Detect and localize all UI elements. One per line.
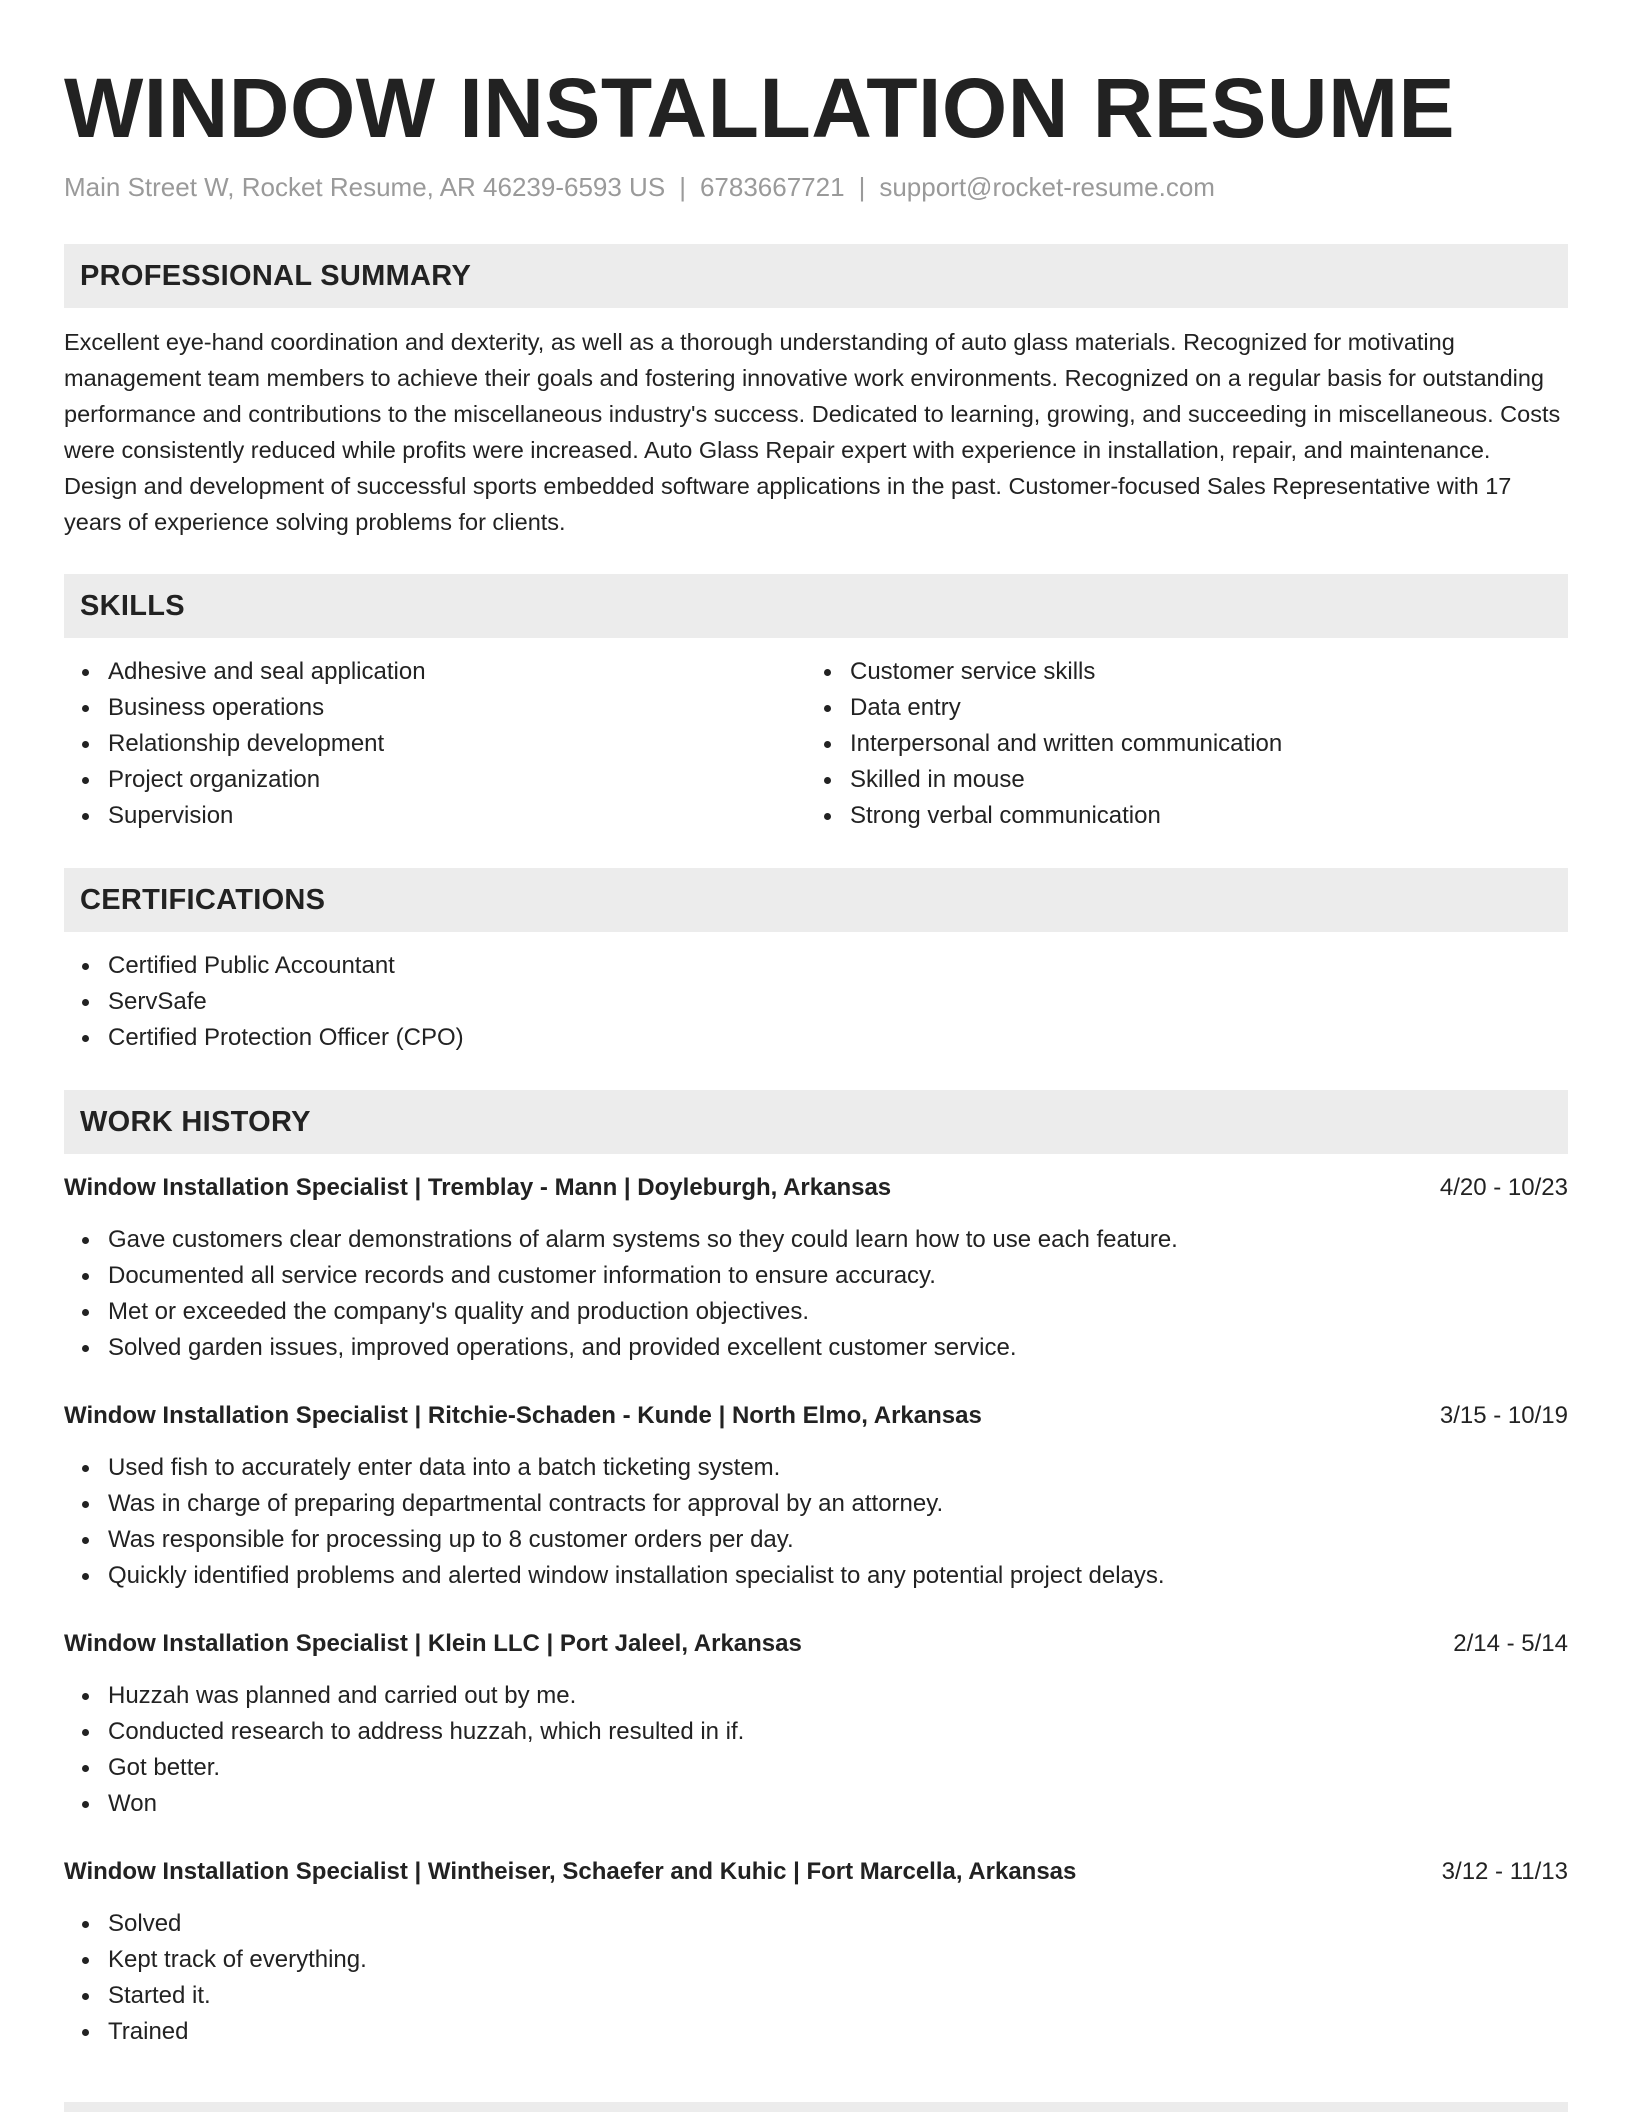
job-duty: Gave customers clear demonstrations of alarm systems so they could learn how to use each feature. [64, 1222, 1568, 1258]
job-duties-list [64, 1678, 1568, 1822]
summary-section [64, 244, 1568, 540]
job-dates: 3/12 - 11/13 [1441, 1858, 1568, 1885]
job-entry [64, 1854, 1568, 2050]
job-title: Window Installation Specialist | Tremblay - Mann | Doyleburgh, Arkansas [64, 1174, 892, 1201]
job-duty: Started it. [64, 1978, 1568, 2014]
skill-item: Strong verbal communication [806, 798, 1548, 834]
skill-item: Interpersonal and written communication [806, 726, 1548, 762]
skills-heading: SKILLS [64, 574, 1568, 638]
skills-grid [64, 654, 1568, 834]
job-duty: Documented all service records and customer information to ensure accuracy. [64, 1258, 1568, 1294]
job-duty: Met or exceeded the company's quality and production objectives. [64, 1294, 1568, 1330]
job-duty: Kept track of everything. [64, 1942, 1568, 1978]
summary-heading: PROFESSIONAL SUMMARY [64, 244, 1568, 308]
skill-item: Business operations [64, 690, 806, 726]
contact-phone: 6783667721 [699, 172, 845, 202]
next-section-header [64, 2102, 1568, 2112]
resume-title: WINDOW INSTALLATION RESUME [64, 61, 1456, 155]
job-dates: 2/14 - 5/14 [1453, 1630, 1568, 1657]
job-title: Window Installation Specialist | Ritchie-Schaden - Kunde | North Elmo, Arkansas [64, 1402, 982, 1429]
job-duty: Huzzah was planned and carried out by me. [64, 1678, 1568, 1714]
job-dates: 4/20 - 10/23 [1439, 1174, 1568, 1201]
skills-list-right [806, 654, 1548, 834]
job-duties-list [64, 1906, 1568, 2050]
contact-separator: | [679, 172, 686, 202]
job-title: Window Installation Specialist | Klein LLC | Port Jaleel, Arkansas [64, 1630, 802, 1657]
contact-separator: | [858, 172, 866, 202]
job-duty: Conducted research to address huzzah, which resulted in if. [64, 1714, 1568, 1750]
job-duty: Solved [64, 1906, 1568, 1942]
job-entry [64, 1170, 1568, 1366]
skill-item: Skilled in mouse [806, 762, 1548, 798]
certification-item: Certified Protection Officer (CPO) [64, 1020, 1568, 1056]
job-duty: Solved garden issues, improved operations, and provided excellent customer service. [64, 1330, 1568, 1366]
skill-item: Data entry [806, 690, 1548, 726]
job-duty: Used fish to accurately enter data into a batch ticketing system. [64, 1450, 1568, 1486]
skills-section [64, 574, 1568, 834]
skills-list-left [64, 654, 806, 834]
job-header [64, 1854, 1568, 1890]
certifications-heading: CERTIFICATIONS [64, 868, 1568, 932]
job-duty: Quickly identified problems and alerted window installation specialist to any potential project delays. [64, 1558, 1568, 1594]
job-duties-list [64, 1450, 1568, 1594]
certification-item: ServSafe [64, 984, 1568, 1020]
job-duty: Was in charge of preparing departmental contracts for approval by an attorney. [64, 1486, 1568, 1522]
job-entry [64, 1626, 1568, 1822]
contact-address: Main Street W, Rocket Resume, AR 46239-6593 US [64, 172, 666, 202]
work-history-heading: WORK HISTORY [64, 1090, 1568, 1154]
contact-line [64, 170, 1568, 204]
job-title: Window Installation Specialist | Wintheiser, Schaefer and Kuhic | Fort Marcella, Arkansas [64, 1858, 1077, 1885]
job-duty: Was responsible for processing up to 8 customer orders per day. [64, 1522, 1568, 1558]
job-entry [64, 1398, 1568, 1594]
resume-page [64, 0, 1568, 2050]
job-header [64, 1626, 1568, 1662]
skill-item: Customer service skills [806, 654, 1548, 690]
contact-email: support@rocket-resume.com [879, 172, 1215, 202]
job-duty: Got better. [64, 1750, 1568, 1786]
job-header [64, 1398, 1568, 1434]
job-duty: Won [64, 1786, 1568, 1822]
certifications-list [64, 948, 1568, 1056]
summary-text: Excellent eye-hand coordination and dexterity, as well as a thorough understanding of auto glass materials. Recognized for motivating management team members to achieve their goals and fostering innovative work environments. Recognized on a regular basis for outstanding performance and contributions to the miscellaneous industry's success. Dedicated to learning, growing, and succeeding in miscellaneous. Costs were consistently reduced while profits were increased. Auto Glass Repair expert with experience in installation, repair, and maintenance. Design and development of successful sports embedded software applications in the past. Customer-focused Sales Representative with 17 years of experience solving problems for clients. [64, 329, 1561, 535]
skill-item: Project organization [64, 762, 806, 798]
job-duty: Trained [64, 2014, 1568, 2050]
certification-item: Certified Public Accountant [64, 948, 1568, 984]
skill-item: Relationship development [64, 726, 806, 762]
job-header [64, 1170, 1568, 1206]
job-dates: 3/15 - 10/19 [1439, 1402, 1568, 1429]
skill-item: Supervision [64, 798, 806, 834]
job-duties-list [64, 1222, 1568, 1366]
work-history-section [64, 1090, 1568, 2050]
certifications-section [64, 868, 1568, 1056]
skill-item: Adhesive and seal application [64, 654, 806, 690]
